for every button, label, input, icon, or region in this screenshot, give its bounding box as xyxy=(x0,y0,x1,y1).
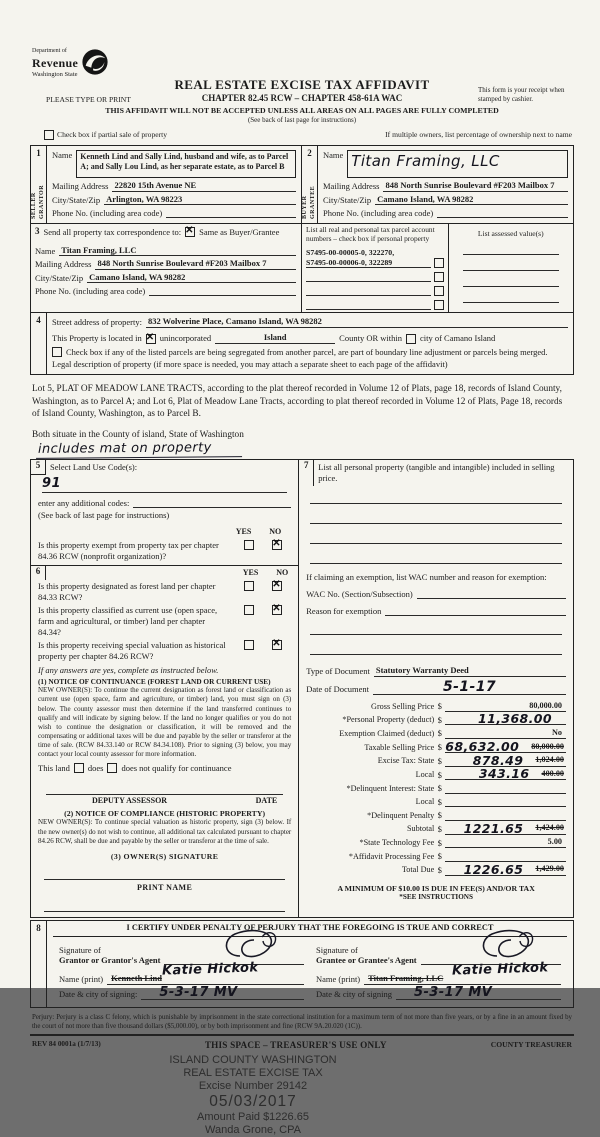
print-name-label: PRINT NAME xyxy=(137,883,193,893)
amount-row: *Affidavit Processing Fee $ xyxy=(306,851,566,862)
grantor-sig-label-1: Signature of xyxy=(59,944,101,955)
seller-csz-label: City/State/Zip xyxy=(52,194,101,205)
amount-row: Exemption Claimed (deduct) $ No xyxy=(306,728,566,739)
buyer-mailing-label: Mailing Address xyxy=(323,181,380,191)
parcel-numbers-column xyxy=(302,224,449,312)
buyer-side-label: BUYER xyxy=(301,195,308,220)
personal-property-line-4 xyxy=(310,553,562,564)
excise-tax-stamp xyxy=(88,1054,418,1137)
not-accepted-warning: THIS AFFIDAVIT WILL NOT BE ACCEPTED UNLESS ALL AREAS ON ALL PAGES ARE FULLY COMPLETED xyxy=(105,106,499,115)
owners-signature-label: (3) OWNER(S) SIGNATURE xyxy=(110,851,219,861)
current-use-question: Is this property classified as current use (open space, farm and agricultural, or timber) land per chapter 84.34? xyxy=(38,605,218,637)
reason-line-3 xyxy=(310,644,562,655)
multiple-owners-note: If multiple owners, list percentage of ownership next to name xyxy=(385,130,572,139)
forest-land-question: Is this property designated as forest land per chapter 84.33 RCW? xyxy=(38,581,216,602)
assessed-line-2 xyxy=(463,262,560,271)
wac-value xyxy=(417,588,566,599)
county-value: Island xyxy=(215,332,335,344)
forest-yes-checkbox xyxy=(244,581,254,591)
current-use-yes-checkbox xyxy=(244,605,254,615)
legal-description-text: Lot 5, PLAT OF MEADOW LANE TRACTS, according to the plat thereof recorded in Volume 12 of Plats, page 18, records of Island County, Washington, as to Parcel A; and Lot 6, Plat of Meadow Lane Tracts, according to plat thereof recorded in Volume 12 of Plats, Page 18, records of Island County, Washington, as to Parcel B. xyxy=(32,383,563,420)
amount-row: Subtotal $ 1221.65 1,424.00 xyxy=(406,820,564,836)
logo-revenue-line: Revenue xyxy=(32,55,79,70)
parcel-blank-2 xyxy=(306,286,431,296)
assessed-line-3 xyxy=(463,278,560,287)
wac-label: WAC No. (Section/Subsection) xyxy=(306,588,413,599)
parcel-number-1: S7495-00-00005-0, 322270, xyxy=(306,248,395,257)
corr-phone-label: Phone No. (including area code) xyxy=(35,285,146,296)
street-address-label: Street address of property: xyxy=(52,317,142,328)
amount-row: *Delinquent Penalty $ xyxy=(306,810,566,821)
treasurer-footer xyxy=(30,1036,574,1052)
stamp-county-line: ISLAND COUNTY WASHINGTON xyxy=(169,1053,337,1066)
form-header xyxy=(30,48,574,145)
grantor-date-handwritten: 5-3-17 MV xyxy=(159,985,238,1001)
amount-row: Gross Selling Price $ 80,000.00 xyxy=(306,701,566,712)
land-use-column xyxy=(31,460,299,917)
unincorporated-checkbox xyxy=(146,334,156,344)
buyer-phone-value xyxy=(437,207,568,218)
buyer-phone-label: Phone No. (including area code) xyxy=(323,207,434,218)
partial-sale-row xyxy=(44,130,167,140)
form-title: REAL ESTATE EXCISE TAX AFFIDAVIT xyxy=(174,77,430,92)
seller-phone-value xyxy=(166,207,296,218)
no-header-6: NO xyxy=(276,568,289,578)
personal-property-checkbox-3 xyxy=(434,286,444,296)
corr-csz-value: Camano Island, WA 98282 xyxy=(87,272,296,284)
located-prefix: This Property is located in xyxy=(52,333,142,344)
segregated-label: Check box if any of the listed parcels are being segregated from another parcel, are part of boundary line adjustment or parcels being merged. xyxy=(66,346,548,357)
date-of-document-label: Date of Document xyxy=(306,683,370,694)
section-7-number: 7 xyxy=(299,460,314,485)
reason-value xyxy=(385,605,566,616)
grantee-side-label: GRANTEE xyxy=(310,186,316,220)
notice-continuance-title: (1) NOTICE OF CONTINUANCE (FOREST LAND OR CURRENT USE) xyxy=(38,677,271,687)
correspondence-label: Send all property tax correspondence to: xyxy=(43,226,182,237)
section-6-number: 6 xyxy=(31,566,46,580)
buyer-mailing-value: 848 North Sunrise Boulevard #F203 Mailbox 7 xyxy=(383,180,568,192)
grantee-name-handwritten: Katie Hickok xyxy=(451,960,549,980)
seller-side-label: SELLER xyxy=(30,192,37,220)
reason-line-2 xyxy=(310,624,562,635)
dor-logo xyxy=(32,48,109,79)
notice-compliance-title: (2) NOTICE OF COMPLIANCE (HISTORIC PROPERTY) xyxy=(64,808,266,818)
type-of-document-value: Statutory Warranty Deed xyxy=(374,665,566,677)
parcel-header: List all real and personal tax parcel account numbers – check box if personal property xyxy=(306,225,435,244)
stamp-date: 05/03/2017 xyxy=(209,1092,297,1110)
claim-exemption-note: If claiming an exemption, list WAC number and reason for exemption: xyxy=(306,571,547,582)
no-header-5: NO xyxy=(269,526,282,536)
segregated-checkbox xyxy=(52,347,62,357)
does-not-label: does not qualify for continuance xyxy=(121,763,232,774)
see-instructions-note: *SEE INSTRUCTIONS xyxy=(399,893,473,902)
personal-property-line-2 xyxy=(310,513,562,524)
logo-dept-line: Department of xyxy=(32,48,67,54)
does-not-qualify-checkbox xyxy=(107,763,117,773)
grantor-sig-label-2: Grantor or Grantor's Agent xyxy=(59,954,161,965)
corr-csz-label: City/State/Zip xyxy=(35,272,84,283)
parcel-number-2: S7495-00-00006-0, 322289 xyxy=(306,258,431,269)
corr-mailing-label: Mailing Address xyxy=(35,259,92,270)
grantor-name-handwritten: Katie Hickok xyxy=(161,960,259,980)
assessed-values-column xyxy=(449,224,574,312)
buyer-csz-label: City/State/Zip xyxy=(323,194,372,205)
seller-name-value: Kenneth Lind and Sally Lind, husband and wife, as to Parcel A; and Sally Lou Lind, as her separate estate, as to Parcel B xyxy=(76,150,296,178)
grantee-name-print-label: Name (print) xyxy=(316,974,361,985)
section-8-number: 8 xyxy=(31,921,47,1006)
treasurer-space-label: THIS SPACE – TREASURER'S USE ONLY xyxy=(204,1040,387,1051)
personal-property-checkbox-1 xyxy=(434,258,444,268)
seller-mailing-label: Mailing Address xyxy=(52,181,109,191)
parcel-blank-1 xyxy=(306,272,431,282)
grantee-date-label: Date & city of signing xyxy=(316,988,393,999)
current-use-no-checkbox xyxy=(272,605,282,615)
notice-compliance-text: NEW OWNER(S): To continue special valuation as historic property, sign (3) below. If the new owner(s) do not wish to continue, all additional tax calculated pursuant to chapter 84.26 RCW, shall be due and payable by the seller or transferor at the time of sale. xyxy=(38,818,292,845)
section-1-number: 1 xyxy=(36,148,41,158)
grantee-signature-scribble xyxy=(477,928,543,965)
minimum-due-note: A MINIMUM OF $10.00 IS DUE IN FEE(S) AND/OR TAX xyxy=(337,883,535,893)
section-5-number: 5 xyxy=(31,460,46,475)
seller-csz-value: Arlington, WA 98223 xyxy=(104,194,296,206)
same-as-buyer-label: Same as Buyer/Grantee xyxy=(199,226,280,237)
historical-no-checkbox xyxy=(272,640,282,650)
seller-name-label: Name xyxy=(52,150,73,160)
assessed-line-1 xyxy=(463,246,560,255)
handwritten-note: includes mat on property xyxy=(36,440,242,459)
personal-property-label: List all personal property (tangible and intangible) included in selling price. xyxy=(318,462,555,484)
grantor-signature-block xyxy=(53,937,310,1003)
grantor-name-print-label: Name (print) xyxy=(59,974,104,985)
assessed-header: List assessed value(s) xyxy=(477,229,544,239)
corr-name-label: Name xyxy=(35,245,56,256)
grantee-date-handwritten: 5-3-17 MV xyxy=(414,985,493,1001)
certification-section xyxy=(30,920,574,1007)
section-3-number: 3 xyxy=(35,226,40,237)
yes-header-5: YES xyxy=(235,526,252,536)
stamp-amount-paid: Amount Paid $1226.65 xyxy=(197,1111,309,1124)
grantor-side-label: GRANTOR xyxy=(39,185,45,220)
grantee-name-typed: Titan Framing, LLC xyxy=(368,973,444,984)
receipt-note: This form is your receipt when stamped by cashier. xyxy=(478,86,565,104)
print-name-line xyxy=(44,901,285,912)
historical-question: Is this property receiving special valuation as historical property per chapter 84.26 RCW? xyxy=(38,640,226,661)
grantor-date-label: Date & city of signing: xyxy=(59,988,138,999)
certify-statement: I CERTIFY UNDER PENALTY OF PERJURY THAT THE FOREGOING IS TRUE AND CORRECT xyxy=(53,922,567,937)
county-or-label: County OR within xyxy=(339,333,402,344)
amounts-table xyxy=(306,701,566,876)
grantee-sig-label-1: Signature of xyxy=(316,944,358,955)
county-treasurer-label: COUNTY TREASURER xyxy=(490,1040,572,1050)
this-land-prefix: This land xyxy=(38,763,70,774)
amount-row: *Delinquent Interest: State $ xyxy=(306,783,566,794)
exempt-question: Is this property exempt from property tax per chapter 84.36 RCW (nonprofit organization)? xyxy=(38,539,219,561)
stamp-excise-number: Excise Number 29142 xyxy=(198,1079,308,1092)
personal-property-column xyxy=(299,460,573,917)
buyer-name-label: Name xyxy=(323,150,344,160)
historical-yes-checkbox xyxy=(244,640,254,650)
city-checkbox xyxy=(406,334,416,344)
buyer-csz-value: Camano Island, WA 98282 xyxy=(375,194,568,206)
corr-phone-value xyxy=(149,285,296,296)
parcel-blank-3 xyxy=(306,300,431,310)
personal-property-checkbox-2 xyxy=(434,272,444,282)
please-type-note: PLEASE TYPE OR PRINT xyxy=(46,95,131,104)
corr-mailing-value: 848 North Sunrise Boulevard #F203 Mailbox 7 xyxy=(95,258,296,270)
exempt-yes-checkbox xyxy=(244,540,254,550)
amount-row: *State Technology Fee $ 5.00 xyxy=(306,837,566,848)
additional-codes-label: enter any additional codes: xyxy=(38,497,130,508)
date-of-document-handwritten: 5-1-17 xyxy=(443,678,497,695)
amount-row: *Personal Property (deduct) $ 11,368.00 xyxy=(306,714,566,725)
grantee-signature-block xyxy=(310,937,567,1003)
if-yes-note: If any answers are yes, complete as instructed below. xyxy=(38,664,219,675)
grantee-sig-label-2: Grantee or Grantee's Agent xyxy=(316,954,417,965)
logo-state-line: Washington State xyxy=(32,70,78,78)
situate-line: Both situate in the County of island, State of Washington xyxy=(32,429,244,440)
deputy-date-label: DATE xyxy=(255,795,278,805)
personal-property-checkbox-4 xyxy=(434,300,444,310)
partial-sale-label: Check box if partial sale of property xyxy=(57,130,168,140)
chapter-line: CHAPTER 82.45 RCW – CHAPTER 458-61A WAC xyxy=(201,93,403,103)
see-back-note: (See back of last page for instructions) xyxy=(247,116,357,124)
perjury-statement: Perjury: Perjury is a class C felony, which is punishable by imprisonment in the state correctional institution for a maximum term of not more than five years, or by a fine in an amount fixed by the court of not more than five thousand dollars ($5,000.00), or by both imprisonment and fine (RCW 9A.20.020 (1C)). xyxy=(30,1011,574,1037)
type-of-document-label: Type of Document xyxy=(306,666,370,677)
notice-continuance-text: NEW OWNER(S): To continue the current designation as forest land or classification as current use (open space, farm and agriculture, or timber) land, you must sign on (3) below. The county assessor must then determine if the land transferred continues to qualify and will indicate by signing below. If the land no longer qualifies or you do not wish to continue the designation or classification, it will be removed and the compensating or additional taxes will be due and payable by the seller or transferor at the time of sale. (RCW 84.33.140 or RCW 84.34.108). Prior to signing (3) below, you may contact your local county assessor for more information. xyxy=(38,686,292,758)
land-use-label: Select Land Use Code(s): xyxy=(50,462,138,473)
assessed-line-4 xyxy=(463,294,560,303)
property-address-section xyxy=(31,312,573,374)
corr-name-value: Titan Framing, LLC xyxy=(59,245,296,257)
amount-row: Total Due $ 1226.65 1,429.00 xyxy=(401,861,564,877)
land-use-code-handwritten: 91 xyxy=(42,476,61,492)
section-4-number: 4 xyxy=(31,313,47,374)
forest-no-checkbox xyxy=(272,581,282,591)
form-revision-number: REV 84 0001a (1/7/13) xyxy=(32,1040,101,1049)
buyer-section xyxy=(302,146,573,223)
partial-sale-checkbox xyxy=(44,130,54,140)
dor-swirl-icon xyxy=(81,48,109,79)
deputy-assessor-label: DEPUTY ASSESSOR xyxy=(92,795,168,805)
stamp-cashier-name: Wanda Grone, CPA xyxy=(205,1124,301,1137)
buyer-name-handwritten: Titan Framing, LLC xyxy=(347,150,568,178)
legal-description-label: Legal description of property (if more space is needed, you may attach a separate sheet to each page of the affidavit) xyxy=(52,359,448,370)
amount-row: Local $ xyxy=(306,796,566,807)
city-label: city of Camano Island xyxy=(419,333,496,344)
amount-row: Local $ 343.16 400.00 xyxy=(415,766,564,782)
same-as-buyer-checkbox xyxy=(185,227,195,237)
exempt-no-checkbox xyxy=(272,540,282,550)
reason-label: Reason for exemption xyxy=(306,605,382,616)
section5-see-back: (See back of last page for instructions) xyxy=(38,510,170,521)
stamp-tax-line: REAL ESTATE EXCISE TAX xyxy=(183,1066,323,1079)
section-2-number: 2 xyxy=(307,148,312,158)
seller-mailing-value: 22820 15th Avenue NE xyxy=(112,180,296,192)
seller-phone-label: Phone No. (including area code) xyxy=(52,207,163,218)
additional-codes-value xyxy=(133,497,291,508)
unincorporated-label: unincorporated xyxy=(159,333,212,344)
amount-row: Taxable Selling Price $ 68,632.00 80,000.00 xyxy=(364,738,564,754)
details-box xyxy=(30,459,574,918)
personal-property-line-3 xyxy=(310,533,562,544)
tax-correspondence-section xyxy=(31,224,302,312)
parties-box xyxy=(30,145,574,375)
seller-section xyxy=(31,146,302,223)
does-label: does xyxy=(87,763,104,774)
street-address-value: 832 Wolverine Place, Camano Island, WA 98282 xyxy=(146,316,568,328)
yes-header-6: YES xyxy=(242,568,259,578)
owners-signature-line xyxy=(44,869,285,880)
personal-property-line-1 xyxy=(310,493,562,504)
grantor-name-typed: Kenneth Lind xyxy=(111,973,162,984)
does-qualify-checkbox xyxy=(74,763,84,773)
amount-row: Excise Tax: State $ 878.49 1,024.00 xyxy=(377,752,564,768)
deputy-assessor-line xyxy=(46,784,283,795)
